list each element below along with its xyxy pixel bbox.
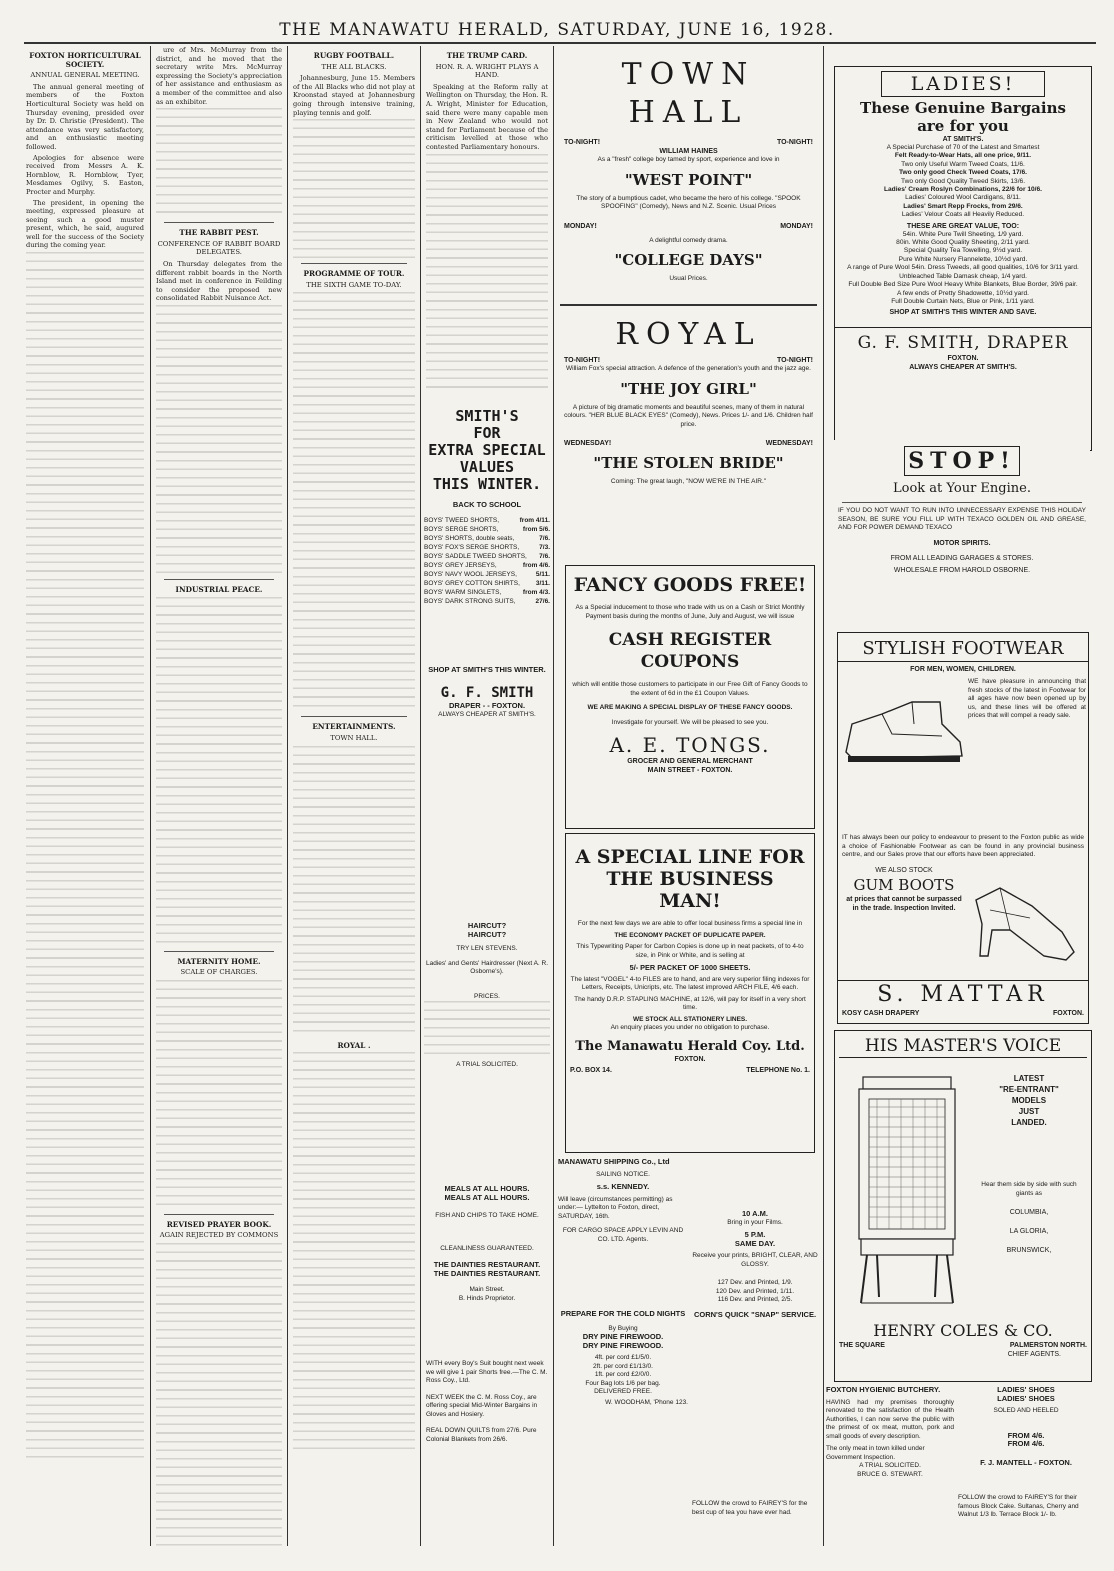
hmv-dealer: HENRY COLES & CO.: [873, 1321, 1053, 1340]
masthead-title: THE MANAWATU HERALD, SATURDAY, JUNE 16, 1928.: [279, 20, 835, 40]
meals-line: FISH AND CHIPS TO TAKE HOME.: [435, 1212, 539, 1219]
fancy-goods-ad: [565, 565, 815, 829]
ladies-line: Two only good Check Tweed Coats, 17/6.: [899, 169, 1027, 177]
smiths-item-price: 7/6.: [539, 552, 550, 560]
article-paragraph: Speaking at the Reform rally at Wellington on Thursday, the Hon. R. A. Wright, Minister for Education, said there were many capable men in New Zealand who would not stand for Parliament because of the criticism levelled at those who contested Parliamentary honours.: [426, 82, 548, 151]
smiths-price-row: [424, 597, 550, 606]
hmv-just: JUST: [1018, 1107, 1040, 1116]
smiths-title-line: SMITH'S: [455, 407, 519, 425]
tonight-right: TO-NIGHT!: [776, 139, 813, 146]
article-paragraph: Johannesburg, June 15. Members of the All Blacks who did not play at Kroonstad stayed at Johannesburg going through intensive training, playing tennis and golf.: [293, 74, 415, 117]
wed-right: WEDNESDAY!: [765, 440, 813, 447]
body-text-lines: [156, 108, 282, 218]
body-text-lines: [293, 1052, 415, 1452]
ladies-line: A few ends of Pretty Shadowette, 10½d yard.: [897, 289, 1029, 297]
tongs-brand: A. E. TONGS.: [609, 733, 771, 757]
shoes-line: FROM 4/6.: [1007, 1430, 1045, 1440]
stop-garages: FROM ALL LEADING GARAGES & STORES.: [890, 554, 1034, 562]
royal-desc: William Fox's special attraction. A defence of the generation's youth and the jazz age.: [566, 365, 811, 372]
divider: [842, 502, 1082, 503]
smiths-brand-sub: DRAPER - - FOXTON.: [448, 701, 526, 710]
divider: [164, 579, 274, 580]
column-rule: [823, 46, 824, 1546]
shoes-line: LADIES' SHOES: [997, 1393, 1055, 1403]
film-time-1: 10 A.M.: [742, 1210, 768, 1218]
divider: [164, 1214, 274, 1215]
body-text-lines: [156, 305, 282, 575]
firewood-line: 1ft. per cord £2/0/0.: [594, 1371, 652, 1378]
article-headline: RUGBY FOOTBALL.: [313, 51, 395, 60]
business-man-ad: [565, 833, 815, 1153]
fairey-cake-ad: [958, 1494, 1092, 1544]
butchery-trial: A TRIAL SOLICITED.: [859, 1462, 921, 1469]
ladies-line: Two only Good Quality Tweed Skirts, 13/6.: [900, 177, 1026, 185]
smiths-subtitle: BACK TO SCHOOL: [452, 500, 522, 509]
column-rule: [553, 46, 554, 1546]
film-receive: Receive your prints, BRIGHT, CLEAR, AND GLOSSY.: [692, 1252, 818, 1268]
hmv-agents: CHIEF AGENTS.: [1007, 1351, 1061, 1358]
telephone: TELEPHONE No. 1.: [746, 1066, 810, 1074]
haircut-line: A TRIAL SOLICITED.: [456, 1061, 518, 1068]
article-subhead: TOWN HALL.: [330, 733, 378, 742]
smiths-item-name: BOYS' SHORTS, double seats,: [424, 534, 515, 542]
article-subhead: THE SIXTH GAME TO-DAY.: [306, 280, 402, 289]
gramophone-cabinet-illustration: [847, 1067, 967, 1315]
masthead-rule: [24, 42, 1096, 44]
stop-desc: IF YOU DO NOT WANT TO RUN INTO UNNECESSARY EXPENSE THIS HOLIDAY SEASON, BE SURE YOU FILL UP WITH TEXACO GOLDEN OIL AND GREASE, AND FOR POWER DEMAND TEXACO: [838, 507, 1086, 531]
haircut-line: TRY LEN STEVENS.: [456, 945, 518, 952]
monday-right: MONDAY!: [780, 222, 813, 230]
hmv-reentrant: "RE-ENTRANT": [999, 1085, 1059, 1094]
article-subhead: SCALE OF CHARGES.: [180, 968, 258, 977]
ladies-cheaper: ALWAYS CHEAPER AT SMITH'S.: [909, 364, 1017, 372]
smiths-footer: SHOP AT SMITH'S THIS WINTER.: [428, 664, 546, 674]
article-headline: THE RABBIT PEST.: [179, 228, 259, 238]
smiths-item-name: BOYS' FOX'S SERGE SHORTS,: [424, 543, 520, 551]
firewood-line: DELIVERED FREE.: [594, 1388, 652, 1395]
meals-line: THE DAINTIES RESTAURANT.: [433, 1268, 541, 1278]
smiths-item-price: 5/11.: [535, 570, 550, 578]
smiths-price-row: [424, 525, 550, 534]
fairey-text: FOLLOW the crowd to FAIREY'S for the best cup of tea you have ever had.: [692, 1500, 808, 1516]
butchery-ad: [826, 1386, 954, 1536]
enquiry: An enquiry places you under no obligation to purchase.: [610, 1024, 770, 1031]
footwear-sub: FOR MEN, WOMEN, CHILDREN.: [910, 666, 1016, 673]
article-subhead: ANNUAL GENERAL MEETING.: [30, 71, 140, 80]
shoes-name: F. J. MANTELL - FOXTON.: [980, 1457, 1072, 1467]
film-price: 127 Dev. and Printed, 1/9.: [717, 1279, 793, 1286]
hmv-title: HIS MASTER'S VOICE: [839, 1035, 1087, 1058]
royal-ad: [560, 310, 817, 560]
butchery-desc-2: The only meat in town killed under Government Inspection.: [826, 1445, 925, 1461]
meals-line: MEALS AT ALL HOURS.: [444, 1192, 530, 1202]
hmv-models: MODELS: [1011, 1096, 1047, 1105]
article-headline: REVISED PRAYER BOOK.: [166, 1219, 272, 1229]
smiths-item-price: 7/3.: [539, 543, 550, 551]
article-headline: ENTERTAINMENTS.: [312, 722, 396, 732]
body-text-lines: [156, 597, 282, 947]
ladies-shoe-illustration: [970, 860, 1082, 970]
firewood-ad: [558, 1310, 688, 1500]
mens-shoe-illustration: [842, 694, 967, 774]
butchery-name: BRUCE G. STEWART.: [857, 1470, 923, 1478]
cmross-notice: REAL DOWN QUILTS from 27/6. Pure Colonial Blankets from 26/6.: [426, 1427, 537, 1443]
kosy: KOSY CASH DRAPERY: [842, 1009, 920, 1017]
stop-title: STOP!: [904, 446, 1020, 476]
smiths-item-price: 7/6.: [539, 534, 550, 542]
ladies-shoes-ad: [962, 1386, 1090, 1486]
shipping-cargo: FOR CARGO SPACE APPLY LEVIN AND CO. LTD. Agents.: [562, 1227, 684, 1243]
divider: [164, 951, 274, 952]
hmv-landed: LANDED.: [1011, 1118, 1047, 1127]
ladies-line: Ladies' Smart Repp Frocks, from 29/6.: [903, 202, 1023, 210]
smiths-price-row: [424, 561, 550, 570]
smiths-title-line: THIS WINTER.: [432, 475, 542, 493]
article-headline: FOXTON HORTICULTURAL SOCIETY.: [29, 51, 141, 69]
drp-stapler: The handy D.R.P. STAPLING MACHINE, at 12/6, will pay for itself in a very short time.: [574, 995, 806, 1011]
column-rule: [287, 46, 288, 1546]
divider: [164, 222, 274, 223]
footwear-title: STYLISH FOOTWEAR: [838, 637, 1088, 662]
cmross-ads: [426, 1360, 548, 1540]
town-hall-ad: [560, 50, 817, 300]
shoes-line: LADIES' SHOES: [997, 1386, 1055, 1394]
firewood-dry: DRY PINE FIREWOOD.: [582, 1332, 664, 1341]
smiths-item-price: from 4/6.: [522, 561, 550, 569]
article-paragraph: The president, in opening the meeting, expressed pleasure at seeing such a good muster present, which, he said, augured well for the success of the Society during the coming year.: [26, 198, 144, 250]
article-column-3: [293, 46, 415, 1546]
ladies-sub: These Genuine Bargains: [860, 99, 1066, 117]
economy-packet: THE ECONOMY PACKET OF DUPLICATE PAPER.: [614, 931, 766, 939]
firewood-dry: DRY PINE FIREWOOD.: [582, 1340, 664, 1350]
business-price: 5/- PER PACKET OF 1000 SHEETS.: [629, 963, 751, 972]
ladies-list: [835, 144, 1091, 220]
body-text-lines: [156, 1243, 282, 1546]
film-title: "WEST POINT": [624, 170, 753, 189]
footwear-desc-2: IT has always been our policy to endeavour to present to the Foxton public as wide a choice of Fashionable Footwear as can be found in any provincial business centre, and our Sales prove that our efforts have been appreciated.: [842, 834, 1084, 858]
shipping-desc: Will leave (circumstances permitting) as under:— Lyttelton to Foxton, direct, SATURDAY, 16th.: [558, 1195, 673, 1220]
ladies-line: A Special Purchase of 70 of the Latest and Smartest: [886, 144, 1040, 151]
hmv-brand: BRUNSWICK,: [1006, 1247, 1052, 1254]
film-story: A picture of big dramatic moments and beautiful scenes, many of them in natural colours. "HER BLUE BLACK EYES" (Comedy), News. Prices 1/- and 1/6. Children half price.: [564, 403, 813, 428]
body-text-lines: [293, 746, 415, 1036]
article-paragraph: The annual general meeting of members of the Foxton Horticultural Society was held on Thursday evening, presided over by Dr. D. Christie (President). The attendance was very satisfactory, and an enthusiastic meeting followed.: [26, 82, 144, 151]
article-headline: PROGRAMME OF TOUR.: [303, 269, 405, 279]
footwear-also: WE ALSO STOCK: [875, 866, 933, 874]
hmv-ad: [834, 1030, 1092, 1382]
firewood-line: 2ft. per cord £1/13/0.: [593, 1362, 653, 1370]
ladies-brand: G. F. SMITH, DRAPER: [835, 327, 1091, 354]
firewood-buying: By Buying: [608, 1324, 638, 1332]
footwear-desc: WE have pleasure in announcing that fresh stocks of the latest in Footwear for all ages have now been opened up by us, and these lines will be offered at prices that will compel a ready sale.: [968, 678, 1086, 719]
divider: [560, 304, 817, 306]
tonight-left: TO-NIGHT!: [564, 139, 601, 146]
po-box: P.O. BOX 14.: [570, 1066, 612, 1074]
smiths-price-row: [424, 516, 550, 525]
smiths-price-row: [424, 552, 550, 561]
article-subhead: CONFERENCE OF RABBIT BOARD DELEGATES.: [157, 239, 281, 257]
usual-prices: Usual Prices.: [669, 275, 708, 282]
haircut-line: HAIRCUT?: [467, 922, 507, 930]
smiths-brand-sub2: ALWAYS CHEAPER AT SMITH'S.: [438, 710, 536, 718]
film-developing-ad: [692, 1210, 818, 1400]
fancy-display: WE ARE MAKING A SPECIAL DISPLAY OF THESE FANCY GOODS.: [587, 704, 793, 711]
fancy-desc-2: which will entitle those customers to participate in our Free Gift of Fancy Goods to the extent of 6d in the £1 Coupon Values.: [572, 681, 808, 697]
film-desc: As a "fresh" college boy tamed by sport, experience and love in: [597, 156, 780, 163]
tonight-left: TO-NIGHT!: [564, 357, 601, 364]
stop-wholesale: WHOLESALE FROM HAROLD OSBORNE.: [893, 566, 1031, 574]
film-same: SAME DAY.: [734, 1238, 776, 1248]
smiths-item-name: BOYS' TWEED SHORTS,: [424, 516, 500, 524]
hmv-square: THE SQUARE: [839, 1342, 885, 1349]
smiths-item-price: 3/11.: [535, 579, 550, 587]
monday-left: MONDAY!: [564, 222, 597, 230]
cmross-notice: NEXT WEEK the C. M. Ross Coy., are offering special Mid-Winter Bargains in Gloves and Hosiery.: [426, 1393, 538, 1418]
shoes-line: FROM 4/6.: [1007, 1439, 1045, 1448]
business-desc: For the next few days we are able to offer local business firms a special line in: [577, 920, 803, 927]
ladies-at: AT SMITH'S.: [942, 136, 984, 143]
stop-sub: Look at Your Engine.: [893, 481, 1031, 496]
article-headline: ROYAL .: [337, 1040, 371, 1050]
ladies-sub: are for you: [917, 117, 1009, 135]
haircut-prices-head: PRICES.: [473, 992, 500, 1000]
meals-ad: [424, 1185, 550, 1355]
gum-boots: GUM BOOTS: [853, 875, 955, 894]
ladies-line: Ladies' Velour Coats all Heavily Reduced.: [901, 211, 1025, 219]
ladies-line: Ladies' Cream Roslyn Combinations, 22/6 for 10/6.: [883, 186, 1043, 194]
smiths-item-price: 27/6.: [535, 597, 550, 605]
herald-brand: The Manawatu Herald Coy. Ltd.: [575, 1038, 805, 1054]
article-subhead: HON. R. A. WRIGHT PLAYS A HAND.: [435, 62, 539, 80]
ladies-line: Special Quality Tea Towelling, 9½d yard.: [903, 247, 1023, 255]
smiths-price-row: [424, 570, 550, 579]
article-paragraph: Apologies for absence were received from Messrs A. K. Hornblow, R. Hornblow, Tyer, Mesdames Ogilvy, S. Easton, Procter and Murphy.: [26, 153, 144, 196]
smiths-item-name: BOYS' GREY COTTON SHIRTS,: [424, 579, 520, 587]
ladies-line: Full Double Curtain Nets, Blue or Pink, 1/11 yard.: [891, 297, 1035, 305]
ladies-line: Pure White Nursery Flannelette, 10½d yard.: [898, 255, 1028, 263]
article-subhead: AGAIN REJECTED BY COMMONS: [159, 1231, 279, 1240]
column-rule: [150, 46, 151, 1546]
smiths-title-line: EXTRA SPECIAL: [428, 441, 546, 459]
shipping-title: MANAWATU SHIPPING Co., Ltd: [558, 1158, 670, 1166]
smiths-price-row: [424, 579, 550, 588]
ladies-line: Unbleached Table Damask cheap, 1/4 yard.: [899, 272, 1027, 280]
smiths-price-list: [424, 516, 550, 606]
smiths-school-ad: [424, 402, 550, 922]
tonight-right: TO-NIGHT!: [776, 357, 813, 364]
body-text-lines: [293, 292, 415, 712]
ladies-line: 80in. White Good Quality Sheeting, 2/11 yard.: [896, 239, 1030, 247]
wed-left: WEDNESDAY!: [564, 440, 612, 447]
body-text-lines: [156, 980, 282, 1210]
ladies-line: A range of Pure Wool 54in. Dress Tweeds, all good qualities, 10/6 for 3/11 yard.: [847, 264, 1079, 272]
article-paragraph: On Thursday delegates from the different rabbit boards in the North Island met in conference in Feilding to consider the proposed new consolidated Rabbit Nuisance Act.: [156, 259, 282, 303]
smiths-item-name: BOYS' DARK STRONG SUITS,: [424, 597, 516, 605]
film-title: "THE JOY GIRL": [620, 379, 757, 398]
star-name: WILLIAM HAINES: [659, 148, 718, 155]
film-price: 116 Dev. and Printed, 2/5.: [717, 1296, 793, 1303]
town-hall-title: TOWN HALL: [621, 57, 756, 130]
tongs-street: MAIN STREET - FOXTON.: [647, 767, 733, 774]
tongs-sub: GROCER AND GENERAL MERCHANT: [627, 758, 753, 765]
hmv-brand: COLUMBIA,: [1009, 1209, 1049, 1216]
meals-line: B. Hinds Proprietor.: [458, 1294, 516, 1302]
meals-line: MEALS AT ALL HOURS.: [444, 1185, 530, 1193]
footwear-prices: at prices that cannot be surpassed in the trade. Inspection Invited.: [846, 895, 962, 912]
ladies-foxton: FOXTON.: [947, 355, 979, 363]
firewood-line: Four Bag lots 1/6 per bag.: [585, 1379, 661, 1387]
body-text-lines: [426, 154, 548, 394]
fancy-title: FANCY GOODS FREE!: [573, 574, 807, 596]
smiths-item-name: BOYS' SADDLE TWEED SHORTS,: [424, 552, 527, 560]
fancy-invite: Investigate for yourself. We will be pleased to see you.: [611, 718, 769, 726]
ladies-bargains-ad: [834, 66, 1092, 451]
smiths-item-price: from 5/6.: [522, 525, 550, 533]
stop-motor: MOTOR SPIRITS.: [933, 539, 991, 547]
hmv-brand: LA GLORIA,: [1009, 1228, 1049, 1235]
smiths-title-line: FOR: [473, 424, 501, 442]
firewood-line: 4ft. per cord £1/5/0.: [594, 1354, 652, 1361]
article-column-2: [156, 46, 282, 1546]
film-time-2: 5 P.M.: [744, 1230, 766, 1239]
shipping-ad: [558, 1158, 688, 1308]
film-title-2: "THE STOLEN BRIDE": [593, 454, 784, 472]
business-desc-2: This Typewriting Paper for Carbon Copies is done up in neat packets, of to 4-to size, in Pink or White, and is selling at: [576, 943, 804, 959]
smiths-title-line: VALUES: [459, 458, 515, 476]
body-text-lines: [424, 1001, 550, 1061]
corn-service: CORN'S QUICK "SNAP" SERVICE.: [693, 1309, 817, 1319]
stop-texaco-ad: [834, 440, 1090, 610]
body-text-lines: [293, 119, 415, 259]
cmross-notice: WITH every Boy's Suit bought next week we will give 1 pair Shorts free.—The C. M. Ross Coy., Ltd.: [426, 1360, 548, 1384]
article-headline: THE TRUMP CARD.: [446, 51, 528, 60]
firewood-name: W. WOODHAM, 'Phone 123.: [605, 1398, 688, 1406]
film-bring: Bring in your Films.: [727, 1218, 783, 1226]
hmv-hear: Hear them side by side with such giants as: [981, 1181, 1077, 1197]
footwear-ad: [837, 632, 1089, 1024]
herald-foxton: FOXTON.: [674, 1055, 706, 1063]
article-headline: MATERNITY HOME.: [177, 956, 261, 966]
meals-line: THE DAINTIES RESTAURANT.: [433, 1260, 541, 1269]
business-title: A SPECIAL LINE FOR THE BUSINESS MAN!: [575, 846, 805, 912]
haircut-line: Ladies' and Gents' Hairdresser (Next A. R. Osborne's).: [425, 959, 549, 975]
article-headline: INDUSTRIAL PEACE.: [175, 584, 263, 594]
fairey-cake-text: FOLLOW the crowd to FAIREY'S for their famous Block Cake. Sultanas, Cherry and Walnut 1/3 lb. Terrace Block 1/- lb.: [958, 1494, 1079, 1518]
smiths-item-name: BOYS' WARM SINGLETS,: [424, 588, 502, 596]
shoes-line: SOLED AND HEELED: [993, 1407, 1059, 1414]
film-price: 120 Dev. and Printed, 1/11.: [715, 1287, 795, 1295]
smiths-item-price: from 4/11.: [519, 516, 550, 524]
haircut-ad: [424, 922, 550, 1182]
meals-line: CLEANLINESS GUARANTEED.: [440, 1244, 534, 1252]
smiths-item-price: from 4/3.: [522, 588, 550, 596]
divider: [301, 716, 407, 717]
ladies-great: THESE ARE GREAT VALUE, TOO:: [906, 222, 1020, 230]
vogel-files: The latest "VOGEL" 4-to FILES are to hand, and are very superior filing indexes for Letters, Receipts, Unicripts, etc. The latest improved ARCH FILE, 4/6 each.: [570, 975, 810, 991]
divider: [301, 263, 407, 264]
butchery-desc: HAVING had my premises thoroughly renovated to the satisfaction of the Health Authorities, I can now serve the public with the primest of ox meat, mutton, pork and small goods of every description.: [826, 1398, 954, 1440]
smiths-item-name: BOYS' SERGE SHORTS,: [424, 525, 499, 533]
smiths-item-name: BOYS' GREY JERSEYS,: [424, 561, 497, 569]
ladies-line: 54in. White Pure Twill Sheeting, 1/9 yard.: [902, 230, 1024, 238]
smiths-price-row: [424, 588, 550, 597]
column-rule: [420, 46, 421, 1546]
article-subhead: THE ALL BLACKS.: [321, 62, 387, 71]
butchery-title: FOXTON HYGIENIC BUTCHERY.: [826, 1386, 941, 1394]
smiths-brand: G. F. SMITH: [440, 685, 534, 701]
ladies-line: Full Double Bed Size Pure Wool Heavy White Blankets, Blue Border, 39/6 pair.: [848, 281, 1078, 289]
film-story: The story of a bumptious cadet, who became the hero of his college. "SPOOK SPOOFING" (Comedy), News and N.Z. Scenic. Usual Prices: [576, 194, 801, 210]
ladies-line: Two only Useful Warm Tweed Coats, 11/6.: [901, 160, 1025, 168]
monday-desc: A delightful comedy drama.: [649, 236, 728, 244]
coming-soon: Coming: The great laugh, "NOW WE'RE IN THE AIR.": [610, 478, 767, 485]
royal-title: ROYAL: [615, 317, 762, 352]
haircut-line: HAIRCUT?: [467, 929, 507, 939]
ladies-list-2: [835, 231, 1091, 307]
ladies-title: LADIES!: [881, 71, 1045, 97]
article-paragraph: ure of Mrs. McMurray from the district, and he moved that the secretary write Mrs. McMurray expressing the Society's appreciation of her assistance and enthusiasm as a member of the committee and also as an exhibitor.: [156, 46, 282, 106]
smiths-item-name: BOYS' NAVY WOOL JERSEYS,: [424, 570, 517, 578]
shipping-ship: s.s. KENNEDY.: [596, 1182, 650, 1191]
coupons-heading: CASH REGISTER COUPONS: [608, 630, 772, 672]
stock-stationery: WE STOCK ALL STATIONERY LINES.: [632, 1015, 748, 1023]
fairey-ad: [692, 1500, 818, 1550]
mattar-brand: S. MATTAR: [838, 980, 1088, 1009]
fancy-desc: As a Special inducement to those who trade with us on a Cash or Strict Monthly Payment basis during the months of June, July and August, we will issue: [575, 604, 805, 620]
hmv-latest: LATEST: [1013, 1074, 1045, 1083]
meals-line: Main Street.: [469, 1286, 505, 1293]
ladies-line: Ladies' Coloured Wool Cardigans, 8/11.: [905, 194, 1021, 202]
ladies-shop: SHOP AT SMITH'S THIS WINTER AND SAVE.: [889, 309, 1037, 317]
film-title-2: "COLLEGE DAYS": [614, 251, 763, 269]
firewood-title: PREPARE FOR THE COLD NIGHTS: [560, 1310, 686, 1318]
ladies-line: Felt Ready-to-Wear Hats, all one price, 9/11.: [894, 152, 1032, 160]
shipping-notice: SAILING NOTICE.: [596, 1170, 650, 1178]
smiths-price-row: [424, 543, 550, 552]
body-text-lines: [26, 252, 144, 1462]
smiths-price-row: [424, 534, 550, 543]
footwear-foxton: FOXTON.: [1053, 1009, 1084, 1017]
article-column-1: [26, 46, 144, 1546]
hmv-city: PALMERSTON NORTH.: [1009, 1342, 1087, 1349]
